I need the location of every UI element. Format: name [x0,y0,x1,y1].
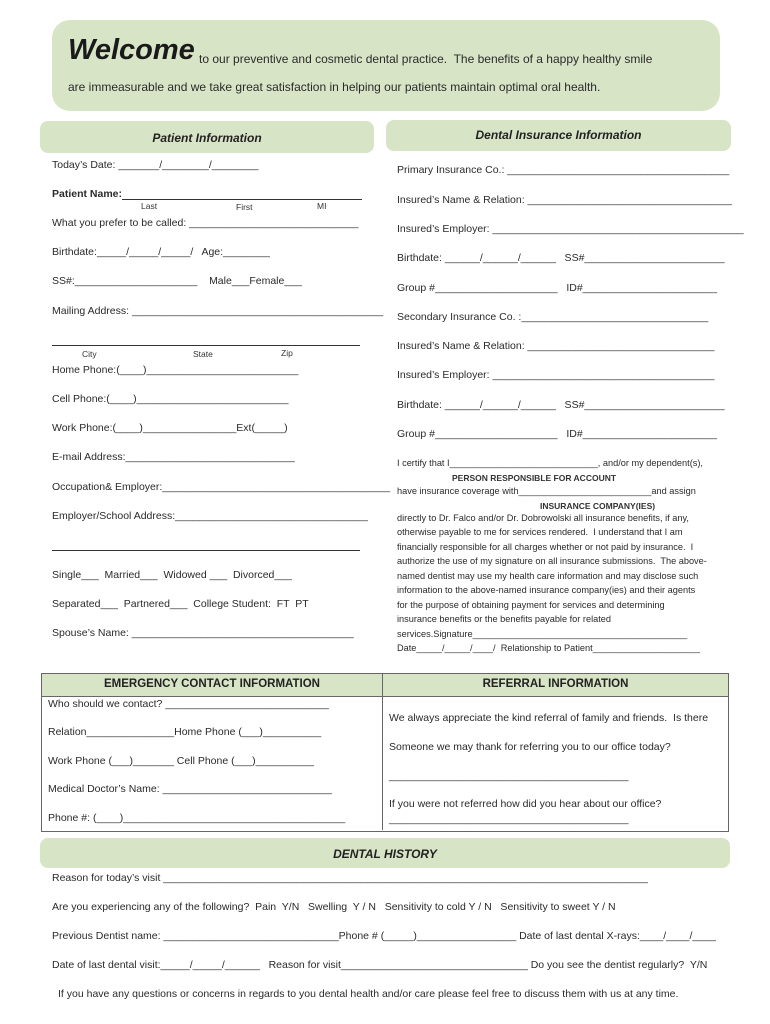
dental-history-title: DENTAL HISTORY [333,847,437,861]
group-id-field-2[interactable]: Group #_____________________ ID#_______________________ [397,428,717,440]
insurance-coverage-line[interactable]: have insurance coverage with__________________________and assign [397,486,696,496]
group-id-field[interactable]: Group #_____________________ ID#_______________________ [397,282,717,294]
insured-employer-field-2[interactable]: Insured’s Employer: ______________________________________ [397,369,715,381]
visit-reason-field[interactable]: Reason for today’s visit ___________________________________________________________________________________ [52,872,648,884]
footer-note: If you have any questions or concerns in regards to you dental health and/or care please feel free to discuss them with us at any time. [58,988,679,1000]
patient-name-field[interactable] [122,199,362,200]
table-divider [382,674,383,830]
welcome-text-line2: are immeasurable and we take great satisfaction in helping our patients maintain optimal oral health. [68,80,601,94]
cert-line-5: named dentist may use my health care information and may disclose such [397,571,699,581]
name-first-caption: First [236,202,253,212]
cert-line-1: directly to Dr. Falco and/or Dr. Dobrowolski all insurance benefits, if any, [397,513,689,523]
referral-text-3: If you were not referred how did you hear about our office? [389,798,662,810]
cert-line-6: information to the above-named insurance company(ies) and their agents [397,585,696,595]
insurance-company-caption: INSURANCE COMPANY(IES) [540,501,656,511]
certify-line[interactable]: I certify that I_____________________________, and/or my dependent(s), [397,458,703,468]
cert-line-4: authorize the use of my signature on all insurance submissions. The above- [397,556,707,566]
emergency-contact-field[interactable]: Who should we contact? ____________________________ [48,698,329,710]
referral-title: REFERRAL INFORMATION [482,678,629,690]
person-responsible-caption: PERSON RESPONSIBLE FOR ACCOUNT [452,473,617,483]
cert-line-7: for the purpose of obtaining payment for services and determining [397,600,665,610]
referral-text-1: We always appreciate the kind referral of family and friends. Is there [389,712,709,724]
welcome-heading: Welcome [68,34,195,66]
work-phone-field[interactable]: Work Phone:(____)________________Ext(_____) [52,422,288,434]
emergency-relation-field[interactable]: Relation_______________Home Phone (___)__________ [48,726,322,738]
employer-address-line-2[interactable] [52,550,360,551]
marital-status-row1[interactable]: Single___ Married___ Widowed ___ Divorced___ [52,569,292,581]
patient-info-title: Patient Information [152,131,262,145]
marital-status-row2[interactable]: Separated___ Partnered___ College Student: FT PT [52,598,309,610]
insured-name-field[interactable]: Insured’s Name & Relation: ___________________________________ [397,194,732,206]
preferred-name-field[interactable]: What you prefer to be called: _____________________________ [52,217,359,229]
cell-phone-field[interactable]: Cell Phone:(____)__________________________ [52,393,289,405]
insured-employer-field[interactable]: Insured’s Employer: ___________________________________________ [397,223,744,235]
insured-birthdate-ss-field-2[interactable]: Birthdate: ______/______/______ SS#________________________ [397,399,725,411]
zip-caption: Zip [281,348,293,358]
patient-name-label: Patient Name: [52,188,125,200]
medical-doctor-field[interactable]: Medical Doctor’s Name: _____________________________ [48,783,332,795]
secondary-insurance-field[interactable]: Secondary Insurance Co. :________________________________ [397,311,709,323]
cert-line-3: financially responsible for all charges whether or not paid by insurance. I [397,542,694,552]
symptoms-field[interactable]: Are you experiencing any of the following? Pain Y/N Swelling Y / N Sensitivity to cold Y / N Sensitivity to sweet Y / N [52,901,616,913]
last-visit-field[interactable]: Date of last dental visit:_____/_____/______ Reason for visit________________________________ Do you see the dentist regularly? Y/N [52,959,708,971]
cert-line-8: insurance benefits or the benefits payable for related [397,614,611,624]
city-caption: City [82,349,97,359]
welcome-text-line1: to our preventive and cosmetic dental practice. The benefits of a happy healthy smile [199,52,653,66]
previous-dentist-field[interactable]: Previous Dentist name: ______________________________Phone # (_____)_________________ Date of last dental X-rays:____/____/____ [52,930,716,942]
employer-address-field[interactable]: Employer/School Address:_________________________________ [52,510,368,522]
referral-text-2: Someone we may thank for referring you to our office today? [389,741,671,753]
occupation-field[interactable]: Occupation& Employer:_______________________________________ [52,481,391,493]
mailing-address-field[interactable]: Mailing Address: ___________________________________________ [52,305,384,317]
todays-date-field[interactable]: Today’s Date: _______/________/________ [52,159,259,171]
name-last-caption: Last [141,201,158,211]
address-line-2[interactable] [52,345,360,346]
home-phone-field[interactable]: Home Phone:(____)__________________________ [52,364,299,376]
email-field[interactable]: E-mail Address:_____________________________ [52,451,295,463]
state-caption: State [193,349,213,359]
emergency-work-cell-field[interactable]: Work Phone (___)_______ Cell Phone (___)__________ [48,755,315,767]
cert-line-2: otherwise payable to me for services rendered. I understand that I am [397,527,683,537]
emergency-title: EMERGENCY CONTACT INFORMATION [104,678,320,690]
name-mi-caption: MI [317,201,327,211]
birthdate-age-field[interactable]: Birthdate:_____/_____/_____/ Age:________ [52,246,270,258]
primary-insurance-field[interactable]: Primary Insurance Co.: ______________________________________ [397,164,730,176]
referral-source-field[interactable]: _________________________________________ [389,813,629,825]
referral-name-field[interactable]: _________________________________________ [389,770,629,782]
insurance-info-title: Dental Insurance Information [475,128,642,142]
spouse-name-field[interactable]: Spouse’s Name: ______________________________________ [52,627,354,639]
doctor-phone-field[interactable]: Phone #: (____)______________________________________ [48,812,346,824]
insured-birthdate-ss-field[interactable]: Birthdate: ______/______/______ SS#________________________ [397,252,725,264]
insured-name-field-2[interactable]: Insured’s Name & Relation: ________________________________ [397,340,715,352]
signature-field[interactable]: services.Signature__________________________________________ [397,629,688,639]
ss-gender-field[interactable]: SS#:_____________________ Male___Female___ [52,275,302,287]
date-relationship-field[interactable]: Date_____/_____/____/ Relationship to Patient_____________________ [397,643,700,653]
